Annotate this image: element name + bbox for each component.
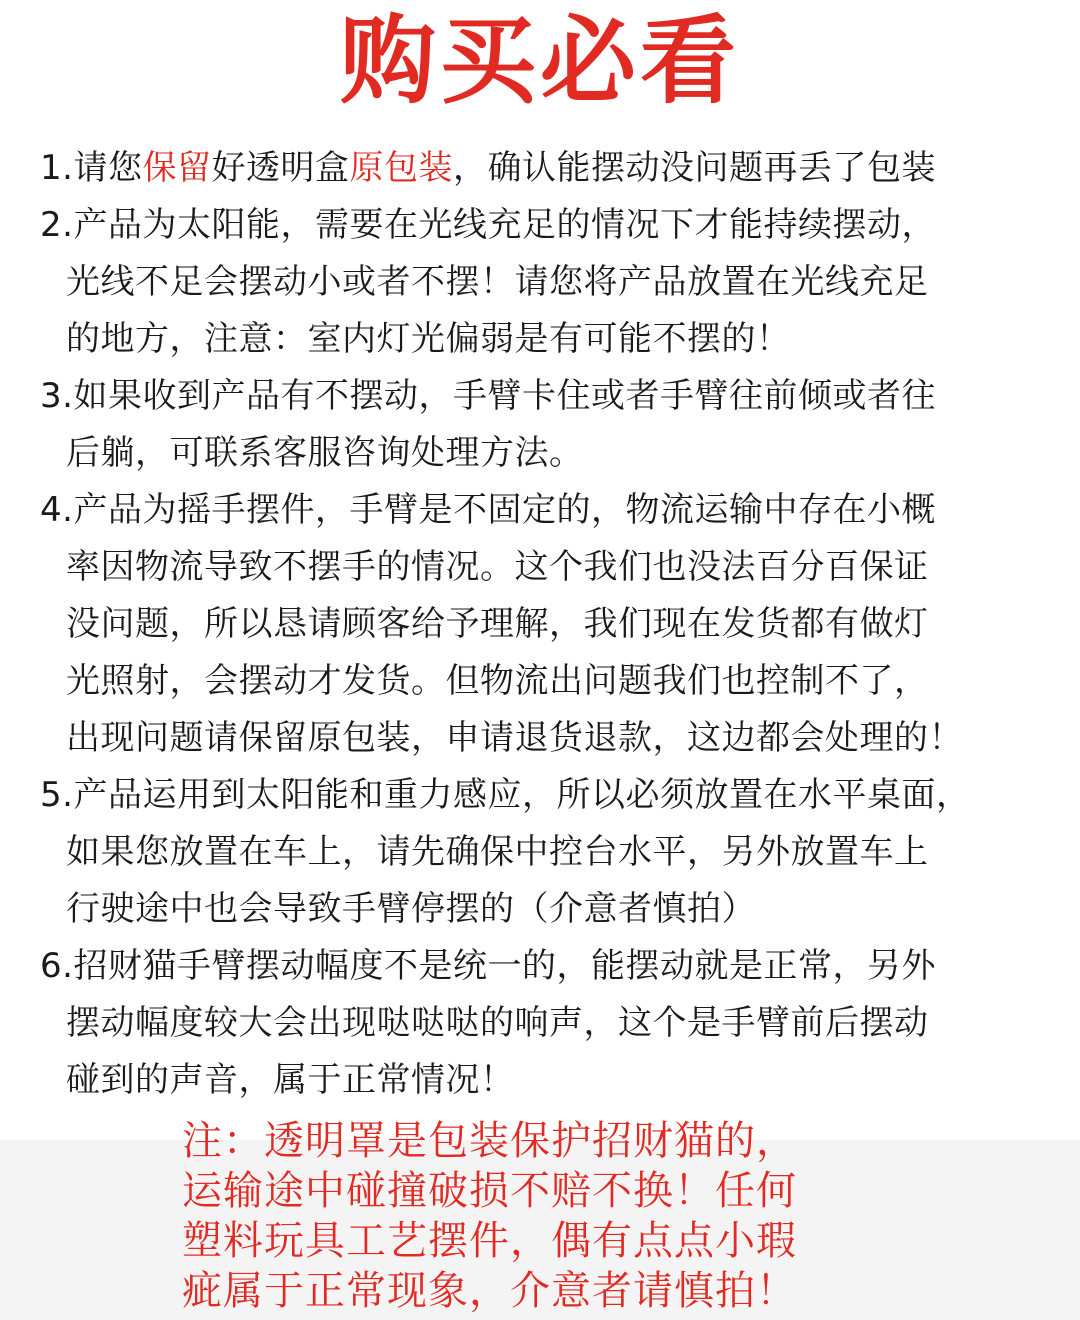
notice-item-3-line-1: 3.如果收到产品有不摆动，手臂卡住或者手臂往前倾或者往 — [40, 376, 936, 416]
notice-item-2-line-1: 2.产品为太阳能，需要在光线充足的情况下才能持续摆动， — [40, 205, 936, 245]
notice-item-6-line-2: 摆动幅度较大会出现哒哒哒的响声，这个是手臂前后摆动 — [66, 1003, 929, 1043]
notice-item-6-line-3: 碰到的声音，属于正常情况！ — [66, 1060, 515, 1100]
notice-item-4-line-4: 光照射，会摆动才发货。但物流出问题我们也控制不了， — [66, 661, 929, 701]
notice-item-5-line-3: 行驶途中也会导致手臂停摆的（介意者慎拍） — [66, 889, 756, 929]
notice-item-5-line-2: 如果您放置在车上，请先确保中控台水平，另外放置车上 — [66, 832, 929, 872]
notice-item-4-line-1: 4.产品为摇手摆件，手臂是不固定的，物流运输中存在小概 — [40, 490, 936, 530]
item-1-text-c: 好透明盒 — [211, 148, 350, 188]
notice-item-5-line-1: 5.产品运用到太阳能和重力感应，所以必须放置在水平桌面， — [40, 775, 971, 815]
item-1-text-e: ，确认能摆动没问题再丢了包装 — [452, 148, 936, 188]
footer-line-2: 运输途中碰撞破损不赔不换！任何 — [182, 1168, 797, 1214]
notice-item-4-line-2: 率因物流导致不摆手的情况。这个我们也没法百分百保证 — [66, 547, 929, 587]
highlight-original-package: 原包装 — [349, 148, 453, 188]
notice-item-4-line-3: 没问题，所以恳请顾客给予理解，我们现在发货都有做灯 — [66, 604, 929, 644]
footer-line-4: 疵属于正常现象，介意者请慎拍！ — [182, 1268, 797, 1314]
notice-item-3-line-2: 后躺，可联系客服咨询处理方法。 — [66, 433, 584, 473]
highlight-keep: 保留 — [142, 148, 212, 188]
item-1-text-a: 1.请您 — [40, 148, 143, 188]
notice-list — [40, 140, 1070, 1109]
footer-line-1: 注：透明罩是包装保护招财猫的， — [182, 1118, 797, 1164]
notice-item-1-line-1 — [40, 140, 1070, 197]
footer-line-3: 塑料玩具工艺摆件，偶有点点小瑕 — [182, 1218, 797, 1264]
page-title: 购买必看 — [340, 5, 740, 117]
notice-item-4-line-5: 出现问题请保留原包装，申请退货退款，这边都会处理的！ — [66, 718, 963, 758]
notice-item-2-line-2: 光线不足会摆动小或者不摆！请您将产品放置在光线充足 — [66, 262, 929, 302]
notice-item-6-line-1: 6.招财猫手臂摆动幅度不是统一的，能摆动就是正常，另外 — [40, 946, 936, 986]
notice-item-2-line-3: 的地方，注意：室内灯光偏弱是有可能不摆的！ — [66, 319, 791, 359]
footer-note — [182, 1116, 1062, 1316]
